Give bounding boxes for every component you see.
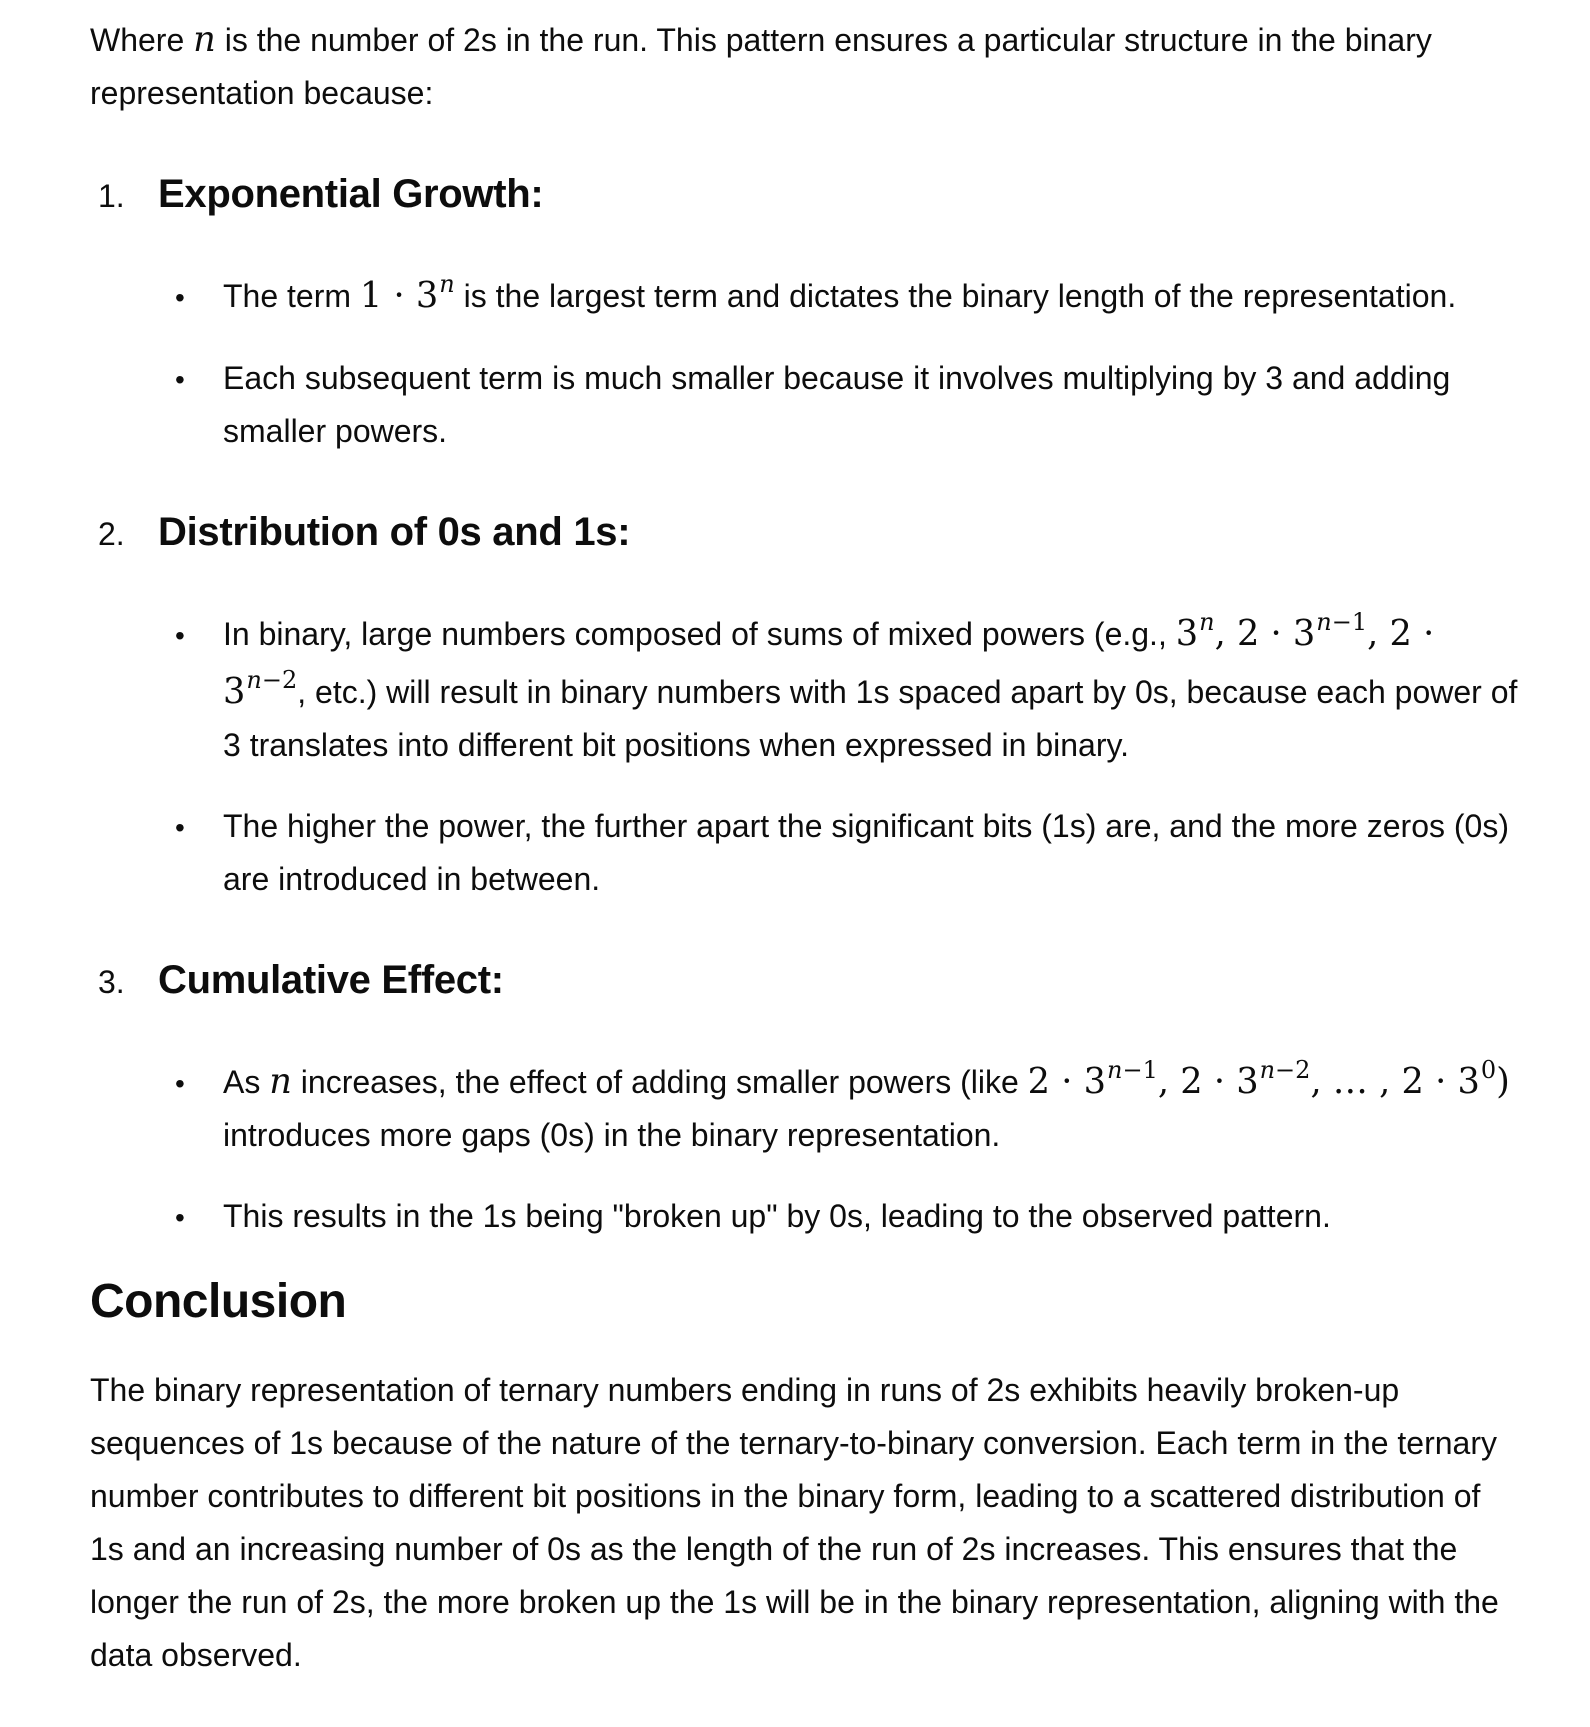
reasons-numbered-list: [90, 168, 1520, 1244]
conclusion-paragraph: The binary representation of ternary numbers ending in runs of 2s exhibits heavily broken-up sequences of 1s because of the nature of the ternary-to-binary conversion. Each term in the ternary number contributes to different bit positions in the binary form, leading to a scattered distribution of 1s and an increasing number of 0s as the length of the run of 2s increases. This ensures that the longer the run of 2s, the more broken up the 1s will be in the binary representation, aligning with the data observed.: [90, 1372, 1499, 1673]
bullet-icon: •: [175, 282, 185, 313]
sub-bullet-list: [175, 603, 1520, 906]
list-item-heading-row: [98, 954, 1520, 1009]
math-superscript: n−1: [1107, 1056, 1158, 1084]
list-item: [90, 168, 1520, 458]
bullet-icon: •: [175, 364, 185, 395]
math-superscript: 0: [1480, 1056, 1497, 1084]
math-superscript: n−2: [1259, 1056, 1311, 1084]
bullet-icon: •: [175, 812, 185, 843]
conclusion-heading: Conclusion: [90, 1275, 347, 1328]
item-title: Cumulative Effect:: [158, 958, 504, 1002]
bullet-icon: •: [175, 1068, 185, 1099]
bullet-item: [175, 352, 1520, 458]
bullet-icon: •: [175, 620, 185, 651]
bullet-text: Each subsequent term is much smaller because it involves multiplying by 3 and adding smaller powers.: [223, 360, 1451, 449]
item-number: 2.: [98, 516, 125, 552]
math-superscript: n: [439, 270, 455, 298]
math-variable: n: [269, 1061, 292, 1102]
math-expression: 2 · 3: [1027, 1061, 1107, 1102]
math-superscript: n−2: [246, 666, 298, 694]
chat-message-body: [90, 14, 1520, 1682]
bullet-text: As n increases, the effect of adding smaller powers (like 2 · 3n−1, 2 · 3n−2, … , 2 · 30) introduces more gaps (0s) in the binary representation.: [223, 1051, 1520, 1162]
bullet-item: [175, 1190, 1520, 1244]
list-item: [90, 954, 1520, 1244]
sub-bullet-list: [175, 265, 1520, 458]
bullet-text: The higher the power, the further apart the significant bits (1s) are, and the more zeros (0s) are introduced in between.: [223, 808, 1509, 897]
list-item: [90, 506, 1520, 906]
bullet-icon: •: [175, 1202, 185, 1233]
bullet-item: [175, 603, 1520, 772]
item-number: 1.: [98, 178, 125, 214]
intro-paragraph: Where n is the number of 2s in the run. This pattern ensures a particular structure in the binary representation because:: [90, 19, 1432, 111]
math-expression: , … , 2 · 3: [1310, 1061, 1480, 1102]
math-expression: , 2 · 3: [1214, 613, 1316, 654]
item-number: 3.: [98, 964, 125, 1000]
bullet-item: [175, 1051, 1520, 1162]
bullet-item: [175, 800, 1520, 906]
math-expression: , 2 · 3: [1157, 1061, 1259, 1102]
bullet-item: [175, 265, 1520, 324]
math-superscript: n: [1199, 608, 1215, 636]
item-title: Exponential Growth:: [158, 172, 544, 216]
math-expression: 3: [1175, 613, 1199, 654]
item-title: Distribution of 0s and 1s:: [158, 510, 631, 554]
bullet-text: In binary, large numbers composed of sums of mixed powers (e.g., 3n, 2 · 3n−1, 2 · 3n−2, etc.) will result in binary numbers with 1s spaced apart by 0s, because each power of 3 translates into different bit positions when expressed in binary.: [223, 603, 1520, 772]
math-superscript: n−1: [1316, 608, 1368, 636]
math-expression: 1 · 3: [359, 275, 439, 316]
bullet-text: This results in the 1s being "broken up" by 0s, leading to the observed pattern.: [223, 1198, 1331, 1234]
math-expression: ): [1496, 1061, 1510, 1102]
bullet-text: The term 1 · 3n is the largest term and dictates the binary length of the representation.: [223, 265, 1520, 323]
math-expression: , 2 · 3: [223, 613, 1435, 712]
math-variable: n: [193, 19, 216, 60]
sub-bullet-list: [175, 1051, 1520, 1244]
list-item-heading-row: [98, 506, 1520, 561]
list-item-heading-row: [98, 168, 1520, 223]
